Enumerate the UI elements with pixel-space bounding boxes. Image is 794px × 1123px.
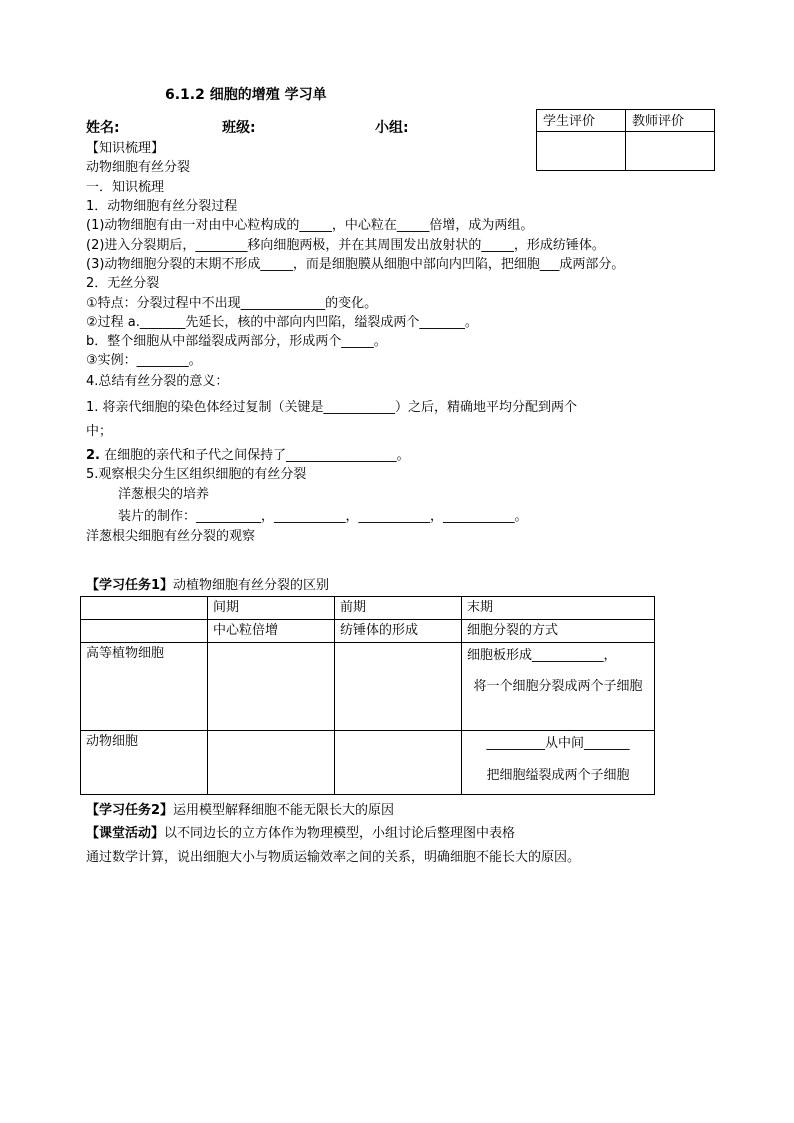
mitosis-comparison-table: [80, 596, 655, 795]
sub-centriole: 中心粒倍增: [208, 620, 335, 643]
fill-blank-line: 装片的制作：__________，___________，___________，___________。: [118, 509, 528, 524]
text-line: 洋葱根尖的培养: [118, 487, 210, 502]
fill-blank-line: (1)动物细胞有由一对由中心粒构成的_____，中心粒在_____倍增，成为两组。: [86, 218, 534, 233]
task2-heading: [86, 803, 394, 819]
activity-label: 【课堂活动】: [86, 826, 165, 841]
text-line: 中；: [86, 424, 113, 439]
header-interphase: 间期: [208, 597, 335, 620]
text-line: 2．无丝分裂: [86, 276, 160, 291]
fill-blank-line: ②过程 a._______先延长，核的中部向内凹陷，缢裂成两个_______。: [86, 315, 478, 330]
closing-line: 通过数学计算，说出细胞大小与物质运输效率之间的关系，明确细胞不能长大的原因。: [86, 850, 581, 865]
animal-prophase-cell[interactable]: [335, 731, 462, 795]
sub-division-mode: 细胞分裂的方式: [462, 620, 655, 643]
teacher-evaluation-header: 教师评价: [626, 110, 715, 132]
page-title: 6.1.2 细胞的增殖 学习单: [165, 87, 327, 103]
plant-telophase-line1: 细胞板形成___________，: [467, 648, 617, 663]
task2-text: 运用模型解释细胞不能无限长大的原因: [173, 803, 395, 818]
task1-text: 动植物细胞有丝分裂的区别: [173, 578, 330, 593]
animal-telophase-cell: [462, 731, 655, 795]
task1-label: 【学习任务1】: [86, 578, 174, 593]
task1-heading: [86, 578, 329, 594]
text-line: 5.观察根尖分生区组织细胞的有丝分裂: [86, 467, 307, 482]
text-line: 洋葱根尖细胞有丝分裂的观察: [86, 529, 256, 544]
item-text: 在细胞的亲代和子代之间保持了_________________。: [99, 448, 410, 463]
text-line: 1．动物细胞有丝分裂过程: [86, 199, 238, 214]
plant-telophase-line2: 将一个细胞分裂成两个子细胞: [473, 679, 643, 694]
sub-spindle: 纺锤体的形成: [335, 620, 462, 643]
animal-telophase-line1: _________从中间_______: [486, 736, 630, 751]
teacher-evaluation-cell[interactable]: [626, 132, 715, 171]
student-evaluation-header: 学生评价: [537, 110, 626, 132]
fill-blank-line: 1. 将亲代细胞的染色体经过复制（关键是___________）之后，精确地平均分配到两个: [86, 400, 578, 415]
group-label: 小组:: [375, 120, 409, 136]
student-evaluation-cell[interactable]: [537, 132, 626, 171]
class-label: 班级:: [222, 120, 256, 136]
task2-label: 【学习任务2】: [86, 803, 174, 818]
plant-interphase-cell[interactable]: [208, 643, 335, 731]
fill-blank-line: ③实例：________。: [86, 353, 202, 368]
header-telophase: 末期: [462, 597, 655, 620]
activity-heading: [86, 826, 515, 842]
animal-telophase-line2: 把细胞缢裂成两个子细胞: [486, 768, 630, 783]
fill-blank-line: b．整个细胞从中部缢裂成两部分，形成两个_____。: [86, 334, 387, 349]
animal-interphase-cell[interactable]: [208, 731, 335, 795]
subheading: 动物细胞有丝分裂: [86, 160, 191, 175]
fill-blank-line: [86, 448, 410, 464]
name-label: 姓名:: [86, 120, 120, 136]
fill-blank-line: (2)进入分裂期后，________移向细胞两极，并在其周围发出放射状的_____，形成纺锤体。: [86, 238, 605, 253]
row-label-animal: 动物细胞: [81, 731, 208, 795]
row-label-plant: 高等植物细胞: [81, 643, 208, 731]
fill-blank-line: ①特点：分裂过程中不出现_____________的变化。: [86, 296, 378, 311]
text-line: 一．知识梳理: [86, 180, 165, 195]
text-line: 4.总结有丝分裂的意义：: [86, 374, 229, 389]
activity-text: 以不同边长的立方体作为物理模型，小组讨论后整理图中表格: [164, 826, 516, 841]
plant-telophase-cell: [462, 643, 655, 731]
empty-corner-cell: [81, 620, 208, 643]
header-prophase: 前期: [335, 597, 462, 620]
plant-prophase-cell[interactable]: [335, 643, 462, 731]
evaluation-table: [536, 109, 715, 171]
section-heading: 【知识梳理】: [86, 141, 165, 156]
empty-corner-cell: [81, 597, 208, 620]
item-number: 2.: [86, 448, 100, 463]
fill-blank-line: (3)动物细胞分裂的末期不形成_____，而是细胞膜从细胞中部向内凹陷，把细胞___成两部分。: [86, 257, 625, 272]
